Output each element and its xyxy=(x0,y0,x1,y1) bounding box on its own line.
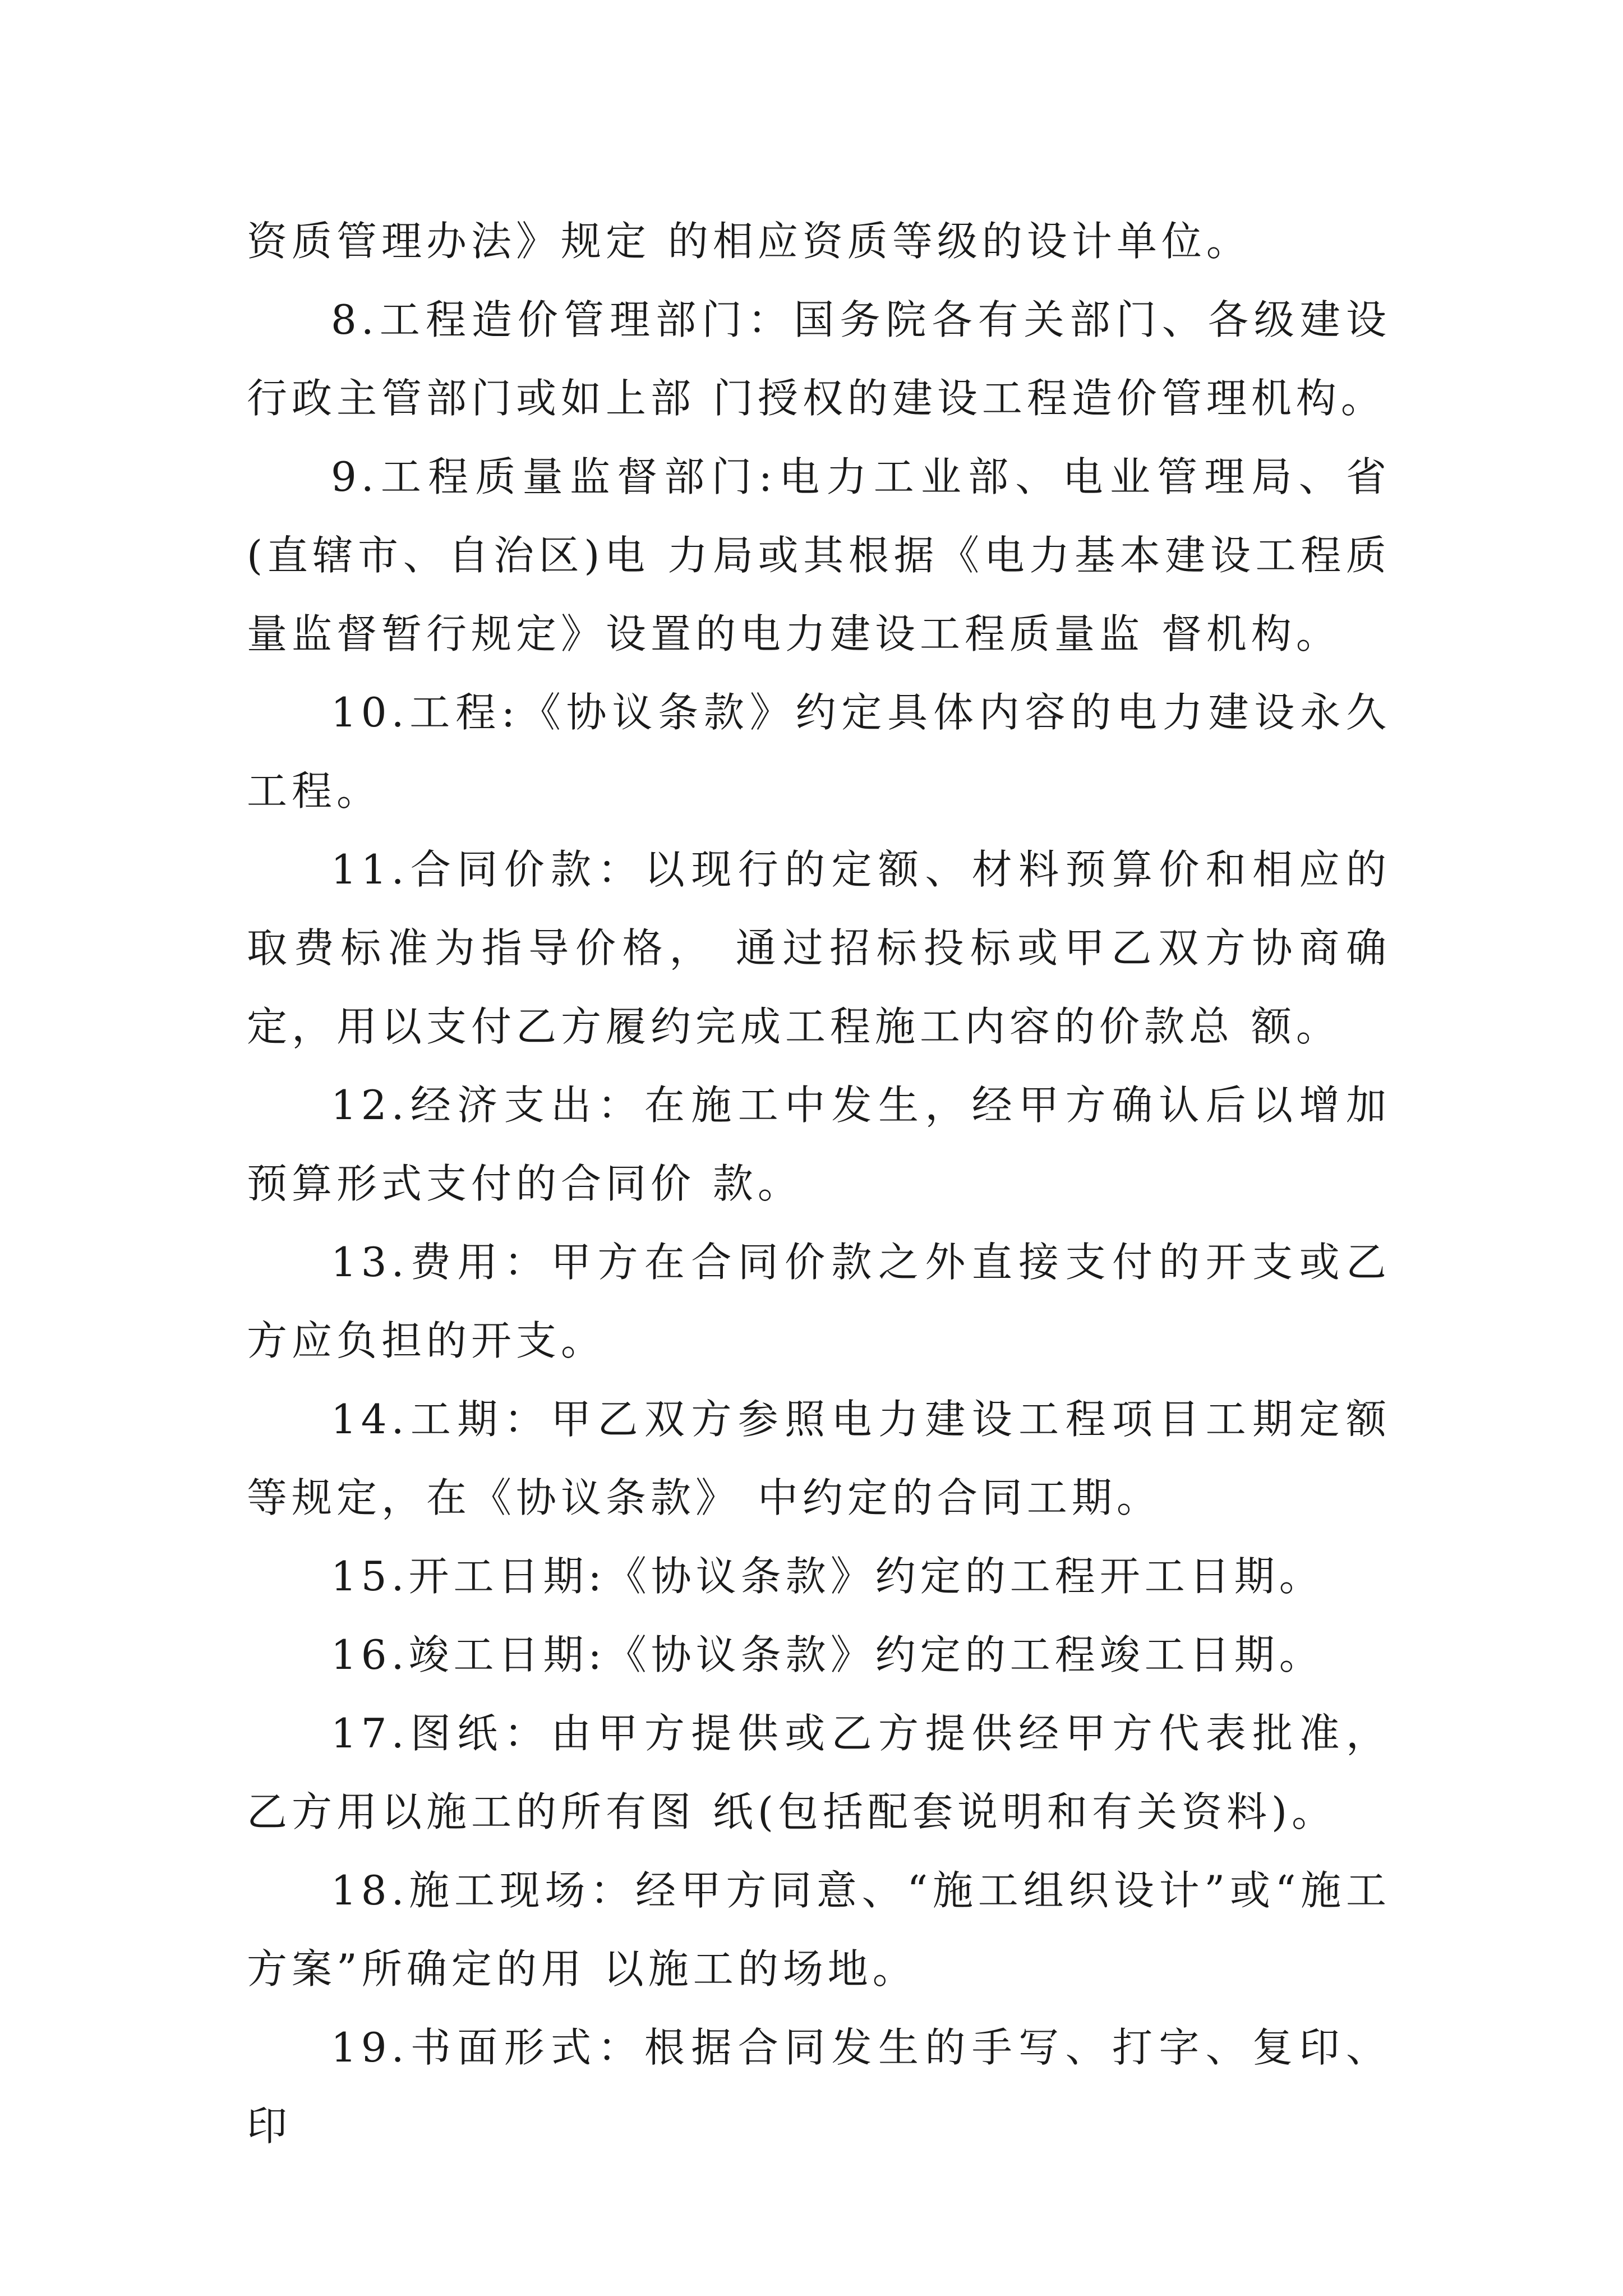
paragraph-item-10: 10.工程:《协议条款》约定具体内容的电力建设永久工程。 xyxy=(247,689,1391,815)
paragraph-item-12: 12.经济支出：在施工中发生，经甲方确认后以增加预算形式支付的合同价 款。 xyxy=(247,1082,1391,1207)
paragraph-item-11: 11.合同价款：以现行的定额、材料预算价和相应的取费标准为指导价格， 通过招标投标或甲乙双方协商确定，用以支付乙方履约完成工程施工内容的价款总 额。 xyxy=(247,846,1391,1050)
paragraph-item-18: 18.施工现场：经甲方同意、“施工组织设计”或“施工方案”所确定的用 以施工的场地。 xyxy=(247,1867,1391,1993)
document-body xyxy=(247,202,1391,2165)
paragraph-item-13: 13.费用：甲方在合同价款之外直接支付的开支或乙方应负担的开支。 xyxy=(247,1239,1391,1364)
paragraph-item-14: 14.工期：甲乙双方参照电力建设工程项目工期定额等规定，在《协议条款》 中约定的合同工期。 xyxy=(247,1396,1391,1521)
paragraph-item-9: 9.工程质量监督部门:电力工业部、电业管理局、省(直辖市、自治区)电 力局或其根据《电力基本建设工程质量监督暂行规定》设置的电力建设工程质量监 督机构。 xyxy=(247,453,1391,657)
paragraph-item-16: 16.竣工日期:《协议条款》约定的工程竣工日期。 xyxy=(331,1631,1324,1678)
paragraph-item-17: 17.图纸：由甲方提供或乙方提供经甲方代表批准，乙方用以施工的所有图 纸(包括配套说明和有关资料)。 xyxy=(247,1710,1391,1835)
paragraph-item-15: 15.开工日期:《协议条款》约定的工程开工日期。 xyxy=(331,1553,1324,1600)
paragraph-continuation: 资质管理办法》规定 的相应资质等级的设计单位。 xyxy=(247,218,1251,265)
paragraph-item-8: 8.工程造价管理部门：国务院各有关部门、各级建设行政主管部门或如上部 门授权的建设工程造价管理机构。 xyxy=(247,296,1391,422)
paragraph-item-19: 19.书面形式：根据合同发生的手写、打字、复印、印 xyxy=(247,2024,1391,2150)
